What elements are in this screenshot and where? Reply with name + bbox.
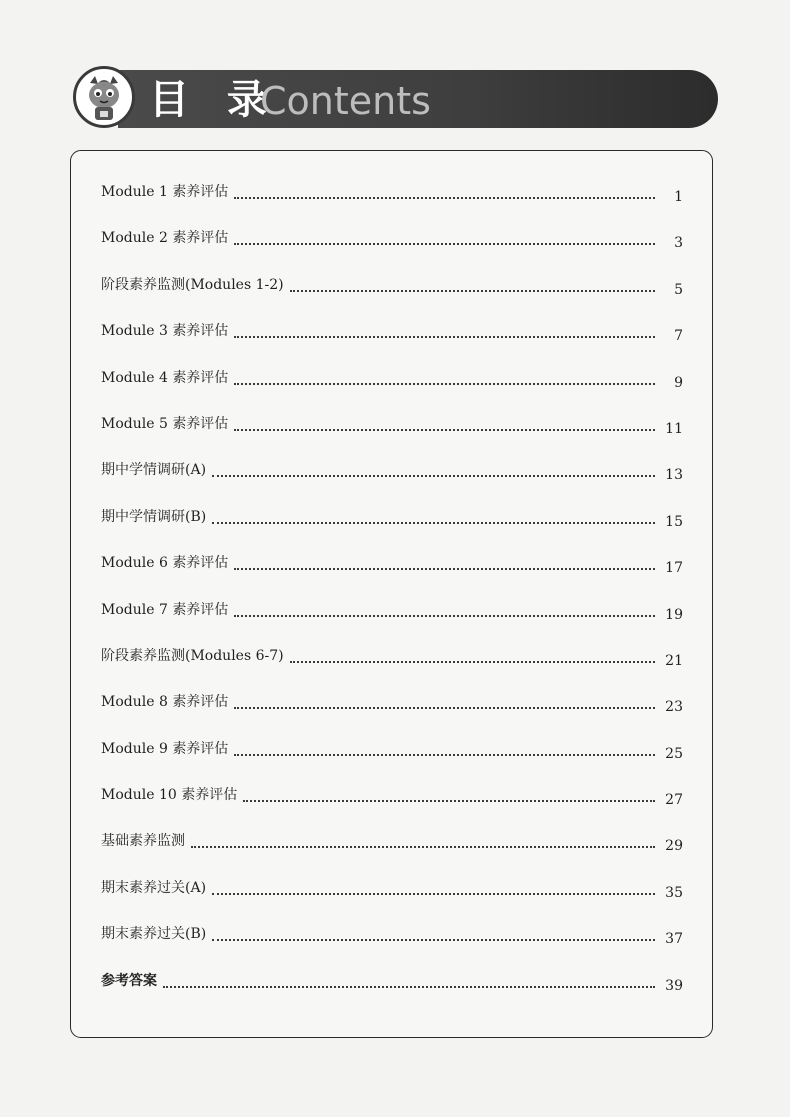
dot-leader	[234, 369, 655, 385]
dot-leader	[234, 693, 655, 709]
toc-entry[interactable]	[101, 877, 683, 923]
toc-entry[interactable]	[101, 367, 683, 413]
dot-leader	[234, 601, 655, 617]
toc-entry-page-number: 35	[665, 884, 683, 901]
toc-entry-title: Module 9 素养评估	[101, 740, 229, 757]
toc-entry-title: Module 6 素养评估	[101, 555, 229, 572]
toc-entry-page-number: 27	[665, 792, 683, 809]
toc-entry-title: 期中学情调研(A)	[101, 462, 207, 479]
dot-leader	[234, 415, 655, 431]
dot-leader	[212, 879, 655, 895]
toc-entry-page-number: 37	[665, 931, 683, 948]
toc-entry-title: 期末素养过关(B)	[101, 926, 207, 943]
toc-entry-page-number: 17	[665, 560, 683, 577]
toc-entry-page-number: 13	[665, 467, 683, 484]
toc-entry[interactable]	[101, 691, 683, 737]
toc-entry-title: 参考答案	[101, 972, 157, 989]
toc-entry[interactable]	[101, 970, 683, 1016]
toc-entry[interactable]	[101, 645, 683, 691]
toc-entry[interactable]	[101, 181, 683, 227]
toc-entry-page-number: 39	[665, 977, 683, 994]
toc-panel	[70, 150, 713, 1038]
toc-entry-title: Module 4 素养评估	[101, 369, 229, 386]
toc-entry-page-number: 1	[674, 189, 683, 205]
toc-entry[interactable]	[101, 459, 683, 505]
toc-entry-page-number: 21	[665, 652, 683, 669]
dot-leader	[234, 554, 655, 570]
page-title-english: Contents	[260, 79, 431, 123]
toc-entry-title: Module 1 素养评估	[101, 184, 229, 200]
toc-entry-title: Module 8 素养评估	[101, 694, 229, 711]
dot-leader	[191, 832, 655, 848]
toc-header	[73, 66, 718, 130]
dot-leader	[212, 508, 655, 524]
mascot-icon	[73, 66, 135, 128]
toc-list	[101, 181, 683, 1016]
toc-entry-title: Module 7 素养评估	[101, 601, 229, 618]
toc-entry[interactable]	[101, 923, 683, 969]
dot-leader	[234, 322, 655, 338]
toc-entry-title: 基础素养监测	[101, 833, 185, 850]
toc-entry-page-number: 5	[674, 281, 683, 298]
toc-entry[interactable]	[101, 227, 683, 273]
dot-leader	[234, 229, 655, 245]
toc-entry-title: Module 3 素养评估	[101, 323, 229, 340]
toc-entry-title: Module 5 素养评估	[101, 415, 229, 432]
dot-leader	[234, 740, 655, 756]
dot-leader	[212, 461, 655, 477]
dot-leader	[290, 276, 655, 292]
dot-leader	[163, 972, 655, 988]
toc-entry-page-number: 11	[665, 420, 683, 437]
toc-entry[interactable]	[101, 784, 683, 830]
page-title: 目 录	[149, 77, 279, 123]
toc-entry-title: 阶段素养监测(Modules 1-2)	[101, 276, 284, 293]
toc-entry[interactable]	[101, 830, 683, 876]
dot-leader	[234, 183, 655, 199]
toc-entry-title: 期末素养过关(A)	[101, 879, 207, 896]
toc-entry[interactable]	[101, 413, 683, 459]
toc-entry[interactable]	[101, 599, 683, 645]
toc-entry-page-number: 15	[665, 513, 683, 530]
dot-leader	[212, 925, 655, 941]
toc-entry-page-number: 25	[665, 745, 683, 762]
toc-entry[interactable]	[101, 552, 683, 598]
toc-entry-title: 阶段素养监测(Modules 6-7)	[101, 647, 284, 664]
toc-entry-page-number: 3	[674, 235, 683, 252]
toc-entry[interactable]	[101, 320, 683, 366]
toc-entry[interactable]	[101, 506, 683, 552]
toc-entry-page-number: 19	[665, 606, 683, 623]
dot-leader	[290, 647, 655, 663]
toc-entry[interactable]	[101, 738, 683, 784]
toc-entry-title: 期中学情调研(B)	[101, 508, 207, 525]
toc-entry[interactable]	[101, 274, 683, 320]
toc-entry-page-number: 9	[674, 374, 683, 391]
dot-leader	[243, 786, 655, 802]
toc-entry-page-number: 7	[674, 328, 683, 345]
toc-entry-title: Module 10 素养评估	[101, 787, 238, 804]
toc-entry-title: Module 2 素养评估	[101, 230, 229, 247]
toc-entry-page-number: 23	[665, 699, 683, 716]
toc-entry-page-number: 29	[665, 838, 683, 855]
